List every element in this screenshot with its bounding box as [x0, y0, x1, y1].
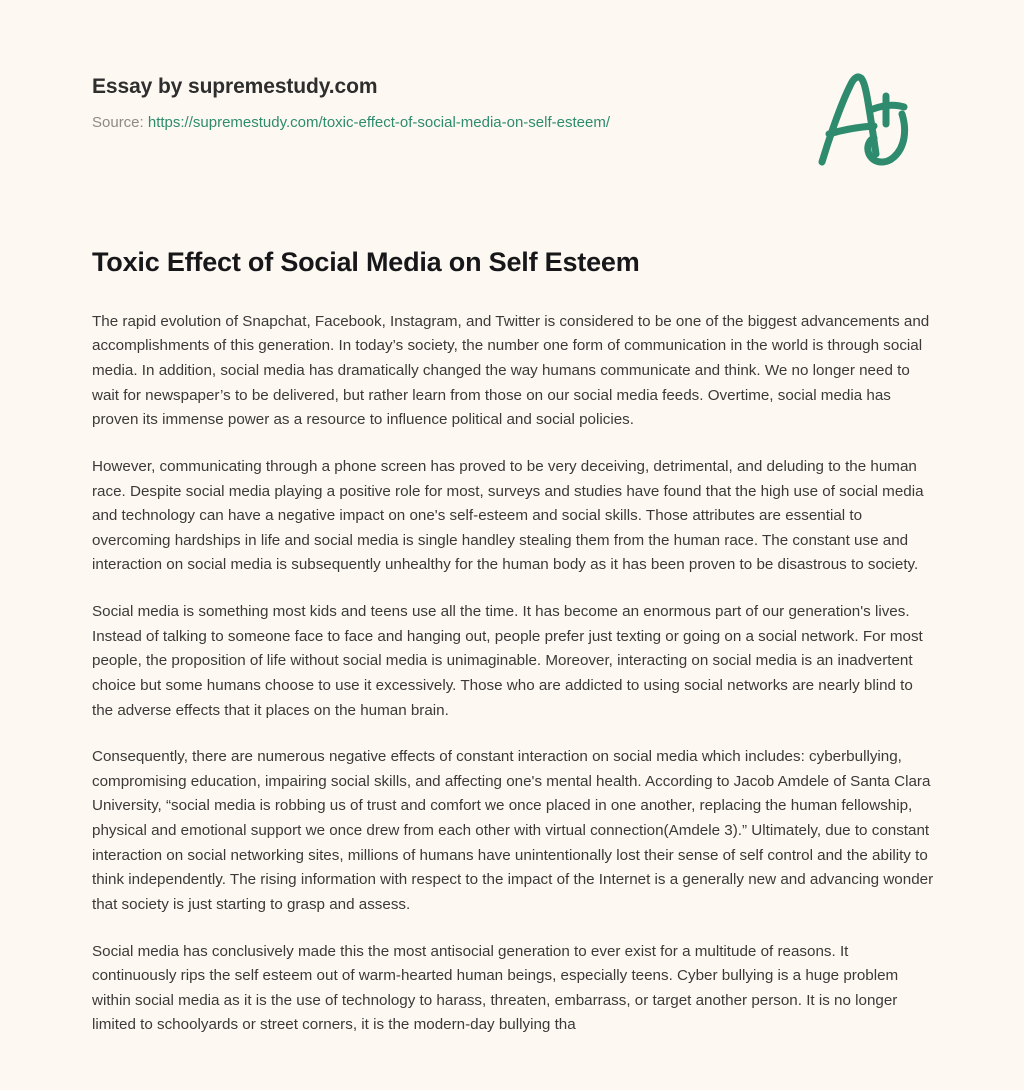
essay-by-heading: Essay by supremestudy.com [92, 75, 378, 98]
paragraph-3: Social media is something most kids and teens use all the time. It has become an enormous part of our generation's lives. Instead of talking to someone face to face and hanging out, people prefer just texting or going on a social network. For most people, the proposition of life without social media is unimaginable. Moreover, interacting on social media is an inadvertent choice but some humans choose to use it excessively. Those who are addicted to using social networks are nearly blind to the adverse effects that it places on the human brain. [92, 603, 923, 719]
paragraph-4: Consequently, there are numerous negative effects of constant interaction on social media which includes: cyberbullying, compromising education, impairing social skills, and affecting one's mental health. According to Jacob Amdele of Santa Clara University, “social media is robbing us of trust and comfort we once placed in one another, replacing the human fellowship, physical and emotional support we once drew from each other with virtual connection(Amdele 3).” Ultimately, due to constant interaction on social networking sites, millions of humans have unintentionally lost their sense of self control and the ability to think independently. The rising information with respect to the impact of the Internet is a generally new and advancing wonder that society is just starting to grasp and assess. [92, 748, 934, 913]
paragraph-1: The rapid evolution of Snapchat, Facebook, Instagram, and Twitter is considered to be one of the biggest advancements and accomplishments of this generation. In today’s society, the number one form of communication in the world is through social media. In addition, social media has dramatically changed the way humans communicate and think. We no longer need to wait for newspaper’s to be delivered, but rather learn from those on our social media feeds. Overtime, social media has proven its immense power as a resource to influence political and social policies. [92, 312, 930, 429]
article-body [92, 246, 937, 1038]
source-url-link[interactable]: https://supremestudy.com/toxic-effect-of-social-media-on-self-esteem/ [147, 114, 610, 132]
paragraph-2: However, communicating through a phone screen has proved to be very deceiving, detrimental, and deluding to the human race. Despite social media playing a positive role for most, surveys and studies have found that the high use of social media and technology can have a negative impact on one's self-esteem and social skills. Those attributes are essential to overcoming hardships in life and social media is single handley stealing them from the human race. The constant use and interaction on social media is subsequently unhealthy for the human body as it has been proven to be disastrous to society. [92, 457, 924, 574]
a-plus-logo [806, 58, 926, 178]
source-label: Source: [92, 114, 148, 132]
page-title: Toxic Effect of Social Media on Self Esteem [92, 247, 640, 277]
paragraph-5: Social media has conclusively made this the most antisocial generation to ever exist for a multitude of reasons. It continuously rips the self esteem out of warm-hearted human beings, especially teens. Cyber bullying is a huge problem within social media as it is the use of technology to harass, threaten, embarrass, or target another person. It is no longer limited to schoolyards or street corners, it is the modern-day bullying tha [92, 942, 899, 1034]
